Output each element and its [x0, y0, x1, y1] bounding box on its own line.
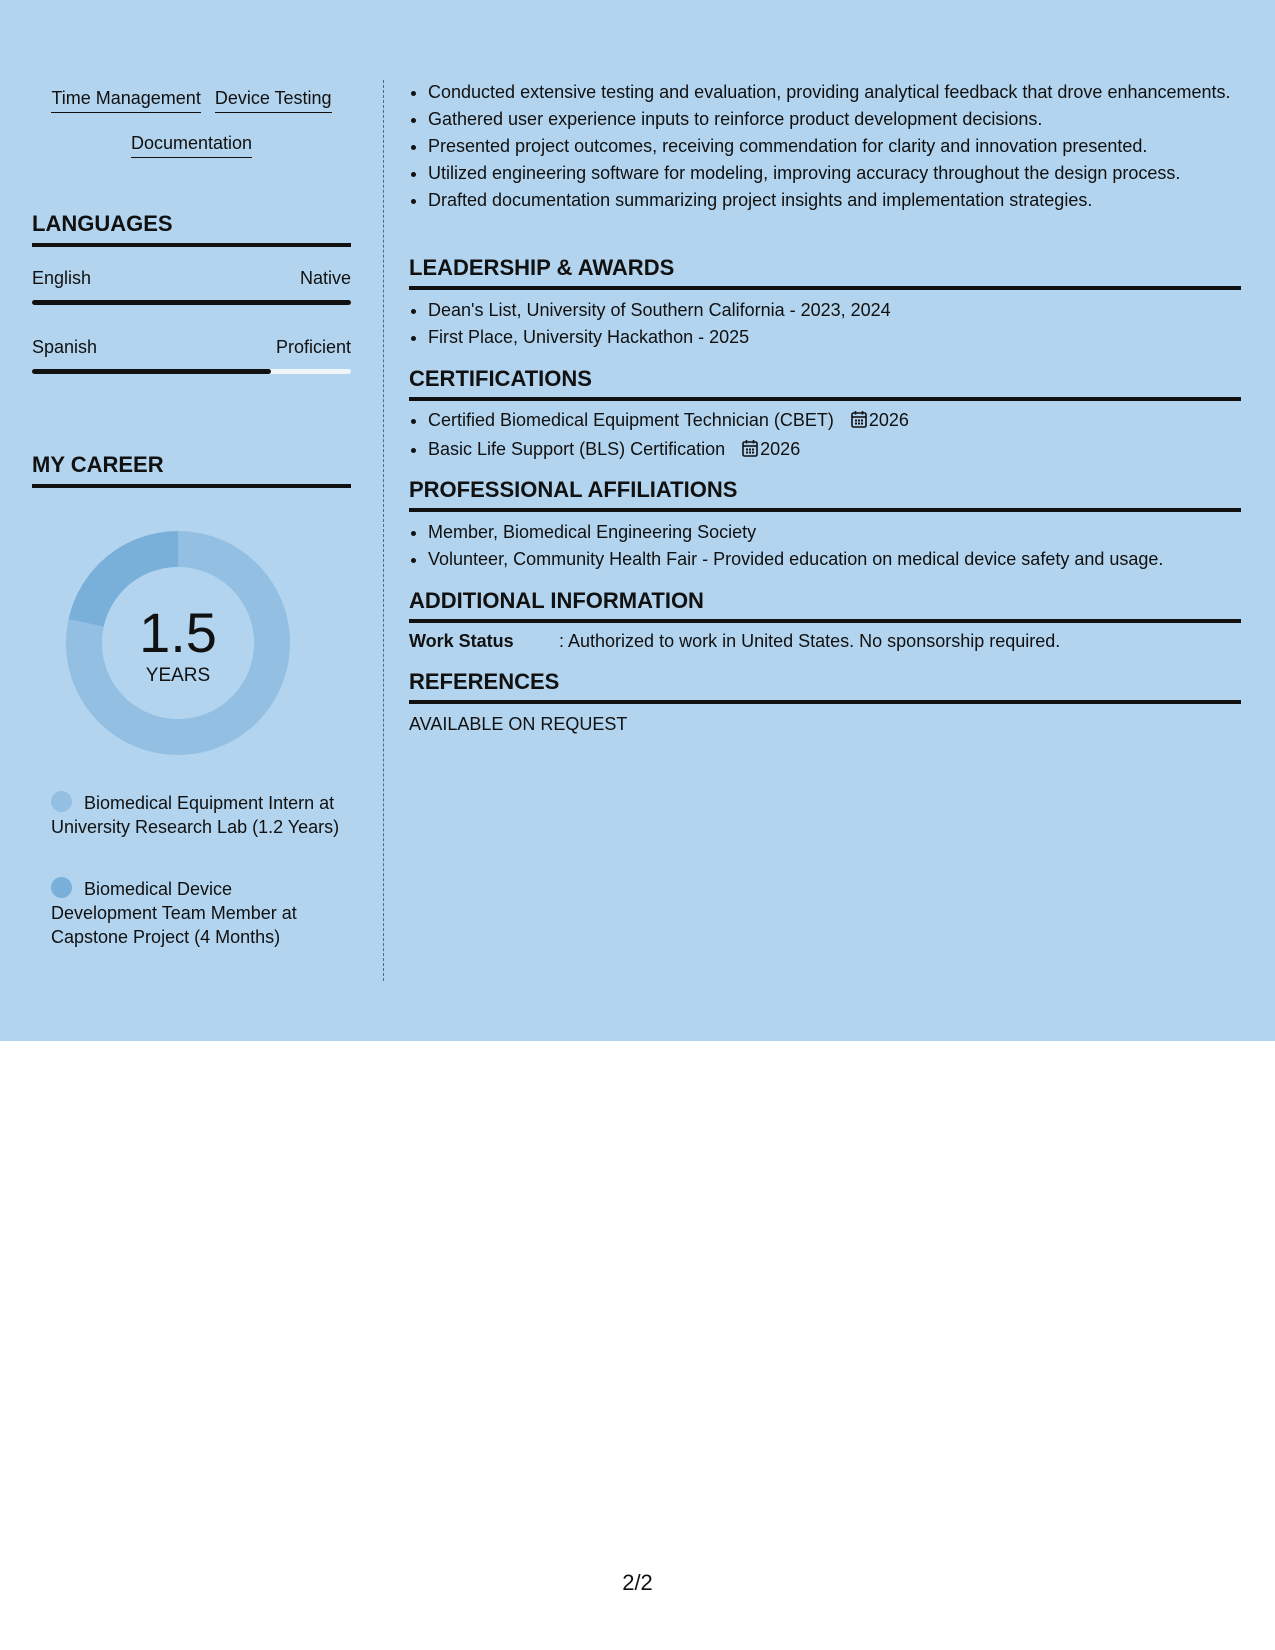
certifications-list [409, 408, 1241, 466]
section-rule [409, 700, 1241, 704]
list-item: • First Place, University Hackathon - 2025 [428, 325, 1241, 349]
career-heading [32, 452, 351, 488]
list-item: • Member, Biomedical Engineering Society [428, 520, 1241, 544]
references-text: AVAILABLE ON REQUEST [409, 714, 628, 734]
section-rule [409, 286, 1241, 290]
list-item: • Volunteer, Community Health Fair - Provided education on medical device safety and usage. [428, 547, 1241, 571]
section-rule [32, 243, 351, 247]
language-bar-fill [32, 369, 271, 374]
section-title: PROFESSIONAL AFFILIATIONS [409, 477, 738, 502]
section-title: LEADERSHIP & AWARDS [409, 255, 675, 280]
legend-dot [51, 877, 72, 898]
section-title: MY CAREER [32, 452, 164, 477]
language-row [32, 337, 351, 358]
certification-name: Certified Biomedical Equipment Technician (CBET) [428, 410, 834, 430]
legend-label: Biomedical Equipment Intern at University Research Lab (1.2 Years) [51, 793, 340, 837]
page-number: 2/2 [622, 1570, 653, 1595]
section-title: ADDITIONAL INFORMATION [409, 588, 704, 613]
affiliations-list [409, 520, 1241, 574]
certifications-heading [409, 366, 1241, 401]
list-item: • Dean's List, University of Southern California - 2023, 2024 [428, 298, 1241, 322]
certification-name: Basic Life Support (BLS) Certification [428, 439, 726, 459]
certification-year: 2026 [760, 439, 801, 459]
section-title: REFERENCES [409, 669, 560, 694]
career-legend-item [51, 877, 341, 949]
section-rule [409, 619, 1241, 623]
language-level: Proficient [275, 337, 351, 357]
column-divider [383, 80, 384, 981]
calendar-icon [851, 410, 867, 434]
skills-tags [32, 86, 351, 176]
list-item: • Presented project outcomes, receiving commendation for clarity and innovation presented. [428, 134, 1241, 158]
list-item [428, 408, 1241, 434]
section-rule [409, 397, 1241, 401]
list-item: • Gathered user experience inputs to reinforce product development decisions. [428, 107, 1241, 131]
career-donut-chart [66, 531, 290, 755]
work-status-label: Work Status [409, 631, 514, 651]
language-level: Native [299, 268, 351, 288]
career-legend-item [51, 791, 341, 839]
language-bar-fill [32, 300, 351, 305]
certification-year: 2026 [868, 410, 909, 430]
language-bar [32, 369, 351, 374]
list-item: • Drafted documentation summarizing project insights and implementation strategies. [428, 188, 1241, 212]
languages-heading [32, 211, 351, 247]
language-row [32, 268, 351, 289]
work-status-row [409, 629, 1241, 653]
calendar-icon [742, 439, 758, 463]
list-item: • Conducted extensive testing and evaluation, providing analytical feedback that drove enhancements. [428, 80, 1241, 104]
language-name: Spanish [32, 337, 98, 357]
career-years-label: YEARS [145, 665, 211, 686]
section-rule [32, 484, 351, 488]
skill-tag: Time Management [51, 86, 200, 113]
affiliations-heading [409, 477, 1241, 512]
references-heading [409, 669, 1241, 704]
language-bar [32, 300, 351, 305]
career-total-years: 1.5 [139, 601, 217, 664]
additional-info-heading [409, 588, 1241, 623]
section-title: CERTIFICATIONS [409, 366, 592, 391]
experience-bullets [409, 80, 1241, 215]
section-rule [409, 508, 1241, 512]
skill-tag: Device Testing [215, 86, 332, 113]
leadership-heading [409, 255, 1241, 290]
legend-label: Biomedical Device Development Team Member at Capstone Project (4 Months) [51, 879, 297, 947]
legend-dot [51, 791, 72, 812]
leadership-list [409, 298, 1241, 352]
language-name: English [32, 268, 92, 288]
work-status-value: : Authorized to work in United States. No sponsorship required. [559, 631, 1061, 651]
section-title: LANGUAGES [32, 211, 173, 236]
skill-tag: Documentation [131, 131, 252, 158]
list-item [428, 437, 1241, 463]
list-item: • Utilized engineering software for modeling, improving accuracy throughout the design process. [428, 161, 1241, 185]
